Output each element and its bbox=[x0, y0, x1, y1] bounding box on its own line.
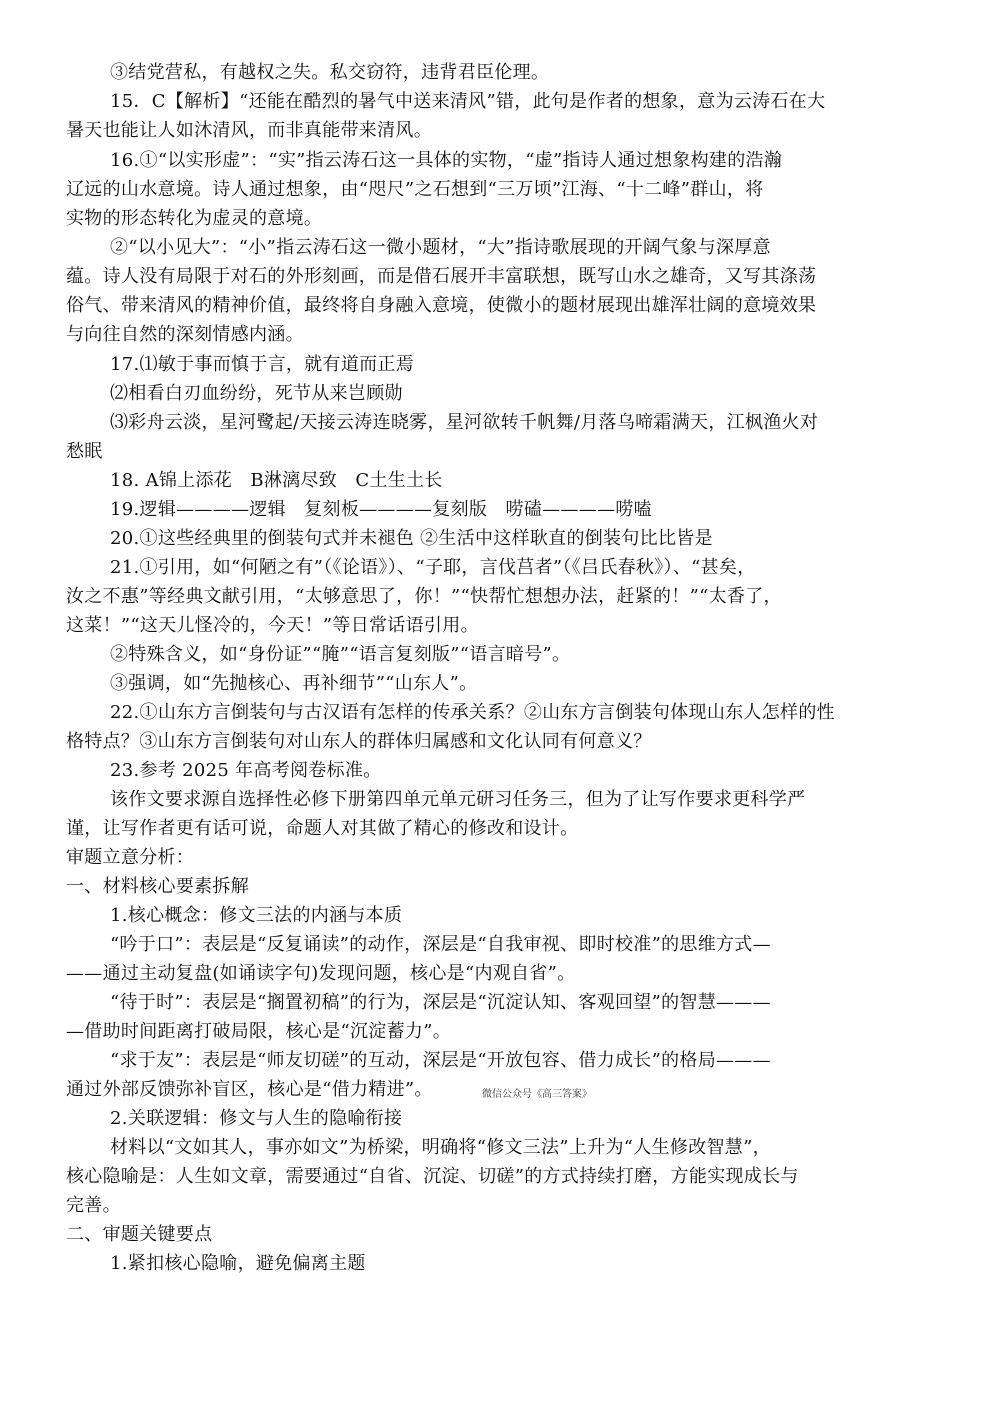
text-line: ②特殊含义，如“身份证”“腌”“语言复刻版”“语言暗号”。 bbox=[110, 644, 571, 665]
watermark: 微信公众号《高三答案》 bbox=[482, 1089, 592, 1100]
text-line: 该作文要求源自选择性必修下册第四单元单元研习任务三，但为了让写作要求更科学严 bbox=[110, 789, 806, 810]
text-line: 蕴。诗人没有局限于对石的外形刻画，而是借石展开丰富联想，既写山水之雄奇，又写其涤荡 bbox=[66, 266, 817, 287]
subsection-heading: 1.核心概念：修文三法的内涵与本质 bbox=[110, 905, 403, 926]
text-line: ③结党营私，有越权之失。私交窃符，违背君臣伦理。 bbox=[110, 62, 550, 83]
text-line: ③强调，如“先抛核心、再补细节”“山东人”。 bbox=[110, 673, 478, 694]
text-line: ②“以小见大”：“小”指云涛石这一微小题材，“大”指诗歌展现的开阔气象与深厚意 bbox=[110, 237, 771, 258]
text-line: 核心隐喻是：人生如文章，需要通过“自省、沉淀、切磋”的方式持续打磨，方能实现成长与 bbox=[66, 1166, 799, 1187]
subsection-heading: 2.关联逻辑：修文与人生的隐喻衔接 bbox=[110, 1108, 403, 1129]
text-line: 22.①山东方言倒装句与古汉语有怎样的传承关系？②山东方言倒装句体现山东人怎样的性 bbox=[110, 702, 835, 723]
text-line: 这菜！”“这天儿怪冷的，今天！”等日常话语引用。 bbox=[66, 615, 479, 636]
text-line: 实物的形态转化为虚灵的意境。 bbox=[66, 208, 323, 229]
text-line: “待于时”：表层是“搁置初稿”的行为，深层是“沉淀认知、客观回望”的智慧——— bbox=[110, 992, 771, 1013]
subsection-heading: 1.紧扣核心隐喻，避免偏离主题 bbox=[110, 1253, 366, 1274]
section-heading: 审题立意分析： bbox=[66, 847, 195, 868]
text-line: 16.①“以实形虚”：“实”指云涛石这一具体的实物，“虚”指诗人通过想象构建的浩瀚 bbox=[110, 150, 783, 171]
text-line: 17.⑴敏于事而慎于言，就有道而正焉 bbox=[110, 354, 415, 375]
text-line: 18. A锦上添花 B淋漓尽致 C土生土长 bbox=[110, 470, 443, 491]
text-line: ⑶彩舟云淡，星河鹭起/天接云涛连晓雾，星河欲转千帆舞/月落乌啼霜满天，江枫渔火对 bbox=[110, 412, 819, 433]
text-line: 汝之不惠”等经典文献引用，“太够意思了，你！”“快帮忙想想办法，赶紧的！”“太香了， bbox=[66, 586, 782, 607]
text-line: 俗气、带来清风的精神价值，最终将自身融入意境，使微小的题材展现出雄浑壮阔的意境效果 bbox=[66, 295, 817, 316]
text-line: 通过外部反馈弥补盲区，核心是“借力精进”。 bbox=[66, 1079, 433, 1100]
text-line: 暑天也能让人如沐清风，而非真能带来清风。 bbox=[66, 120, 432, 141]
text-line: 19.逻辑————逻辑 复刻板————复刻版 唠磕————唠嗑 bbox=[110, 499, 652, 520]
text-line: 谨，让写作者更有话可说，命题人对其做了精心的修改和设计。 bbox=[66, 818, 579, 839]
text-line: 材料以“文如其人，事亦如文”为桥梁，明确将“修文三法”上升为“人生修改智慧”， bbox=[110, 1137, 771, 1158]
text-line: ——通过主动复盘(如诵读字句)发现问题，核心是“内观自省”。 bbox=[66, 963, 576, 984]
text-line: 21.①引用，如“何陋之有”（《论语》）、“子耶，言伐莒者”（《吕氏春秋》）、“甚矣， bbox=[110, 557, 756, 578]
text-line: 20.①这些经典里的倒装句式并未褪色 ②生活中这样耿直的倒装句比比皆是 bbox=[110, 528, 713, 549]
text-line: 愁眠 bbox=[66, 441, 103, 462]
text-line: —借助时间距离打破局限，核心是“沉淀蓄力”。 bbox=[66, 1021, 452, 1042]
text-line: 23.参考 2025 年高考阅卷标准。 bbox=[110, 760, 382, 781]
text-line: “吟于口”：表层是“反复诵读”的动作，深层是“自我审视、即时校准”的思维方式— bbox=[110, 934, 771, 955]
text-line: 完善。 bbox=[66, 1195, 121, 1216]
text-line: 与向往自然的深刻情感内涵。 bbox=[66, 324, 304, 345]
section-heading: 二、审题关键要点 bbox=[66, 1224, 213, 1245]
section-heading: 一、材料核心要素拆解 bbox=[66, 876, 249, 897]
text-line: 辽远的山水意境。诗人通过想象，由“咫尺”之石想到“三万顷”江海、“十二峰”群山，将 bbox=[66, 179, 764, 200]
text-line: 格特点？③山东方言倒装句对山东人的群体归属感和文化认同有何意义？ bbox=[66, 731, 652, 752]
text-line: ⑵相看白刃血纷纷，死节从来岂顾勋 bbox=[110, 383, 403, 404]
text-line: “求于友”：表层是“师友切磋”的互动，深层是“开放包容、借力成长”的格局——— bbox=[110, 1050, 771, 1071]
text-line: 15．C【解析】“还能在酷烈的暑气中送来清风”错，此句是作者的想象，意为云涛石在大 bbox=[110, 91, 826, 112]
